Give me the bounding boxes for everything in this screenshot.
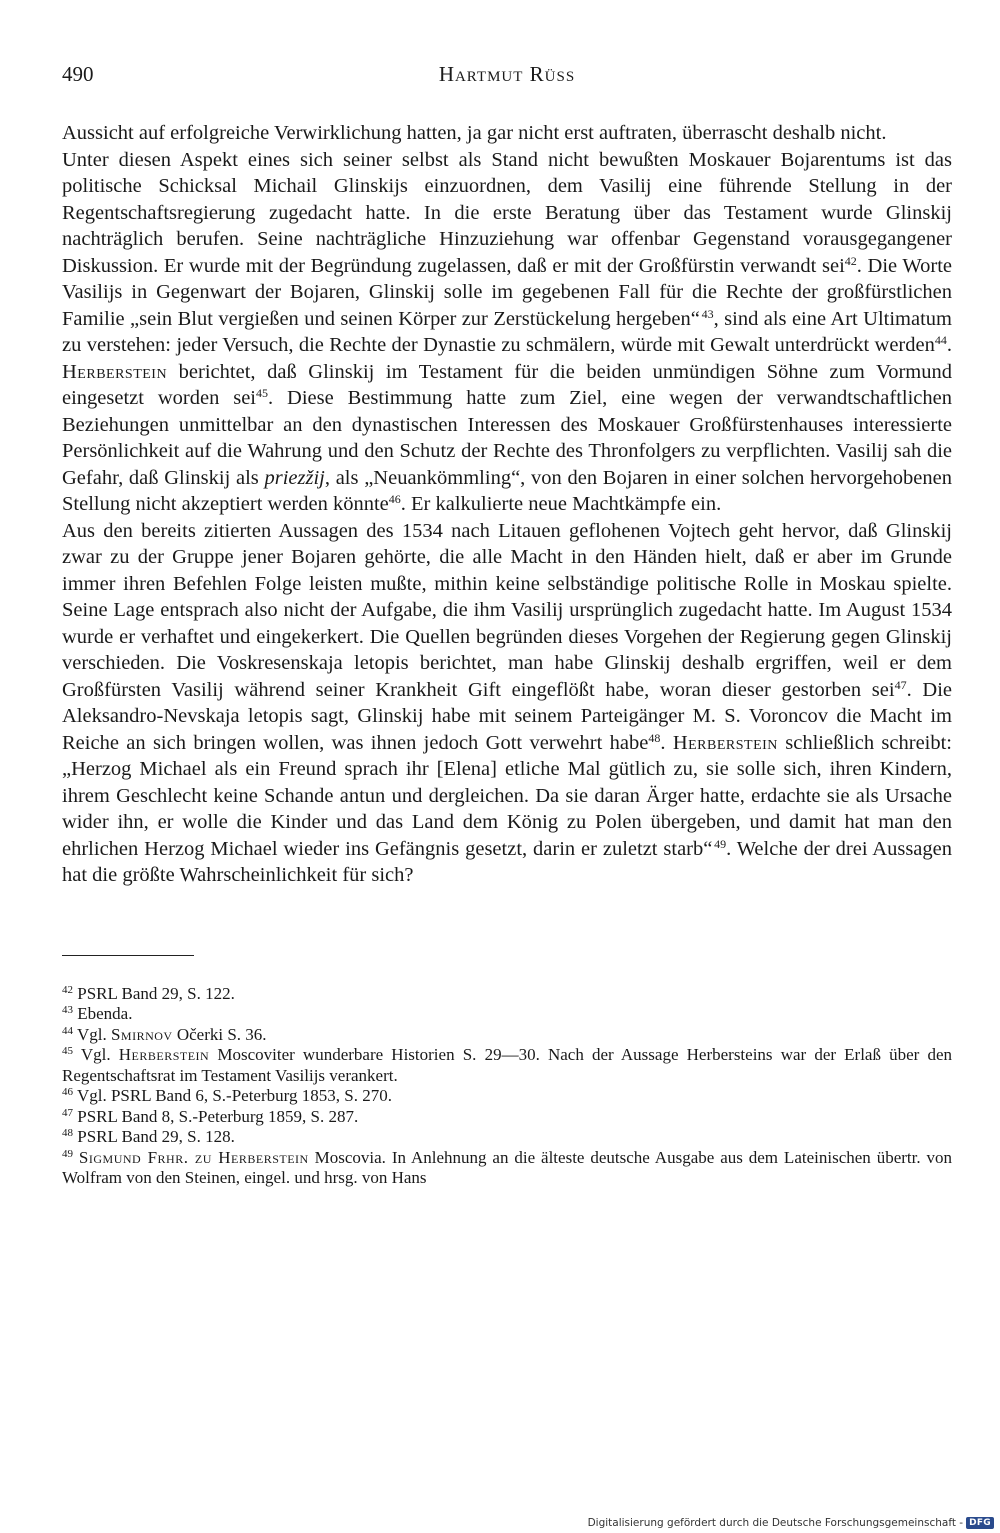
footnote-42: [62, 984, 952, 1005]
paragraph-2: [62, 147, 952, 518]
running-title: Hartmut Rüss: [438, 62, 576, 86]
footnote-text: Moscoviter wunderbare Historien S. 29—30. Nach der Aussage Herbersteins war der Erlaß über den Regentschaftsrat im Testament Vasilijs verankert.: [62, 1045, 953, 1085]
page-number: 490: [62, 62, 94, 86]
p3-text-d: schließlich schreibt: „Herzog Michael als ein Freund sprach ihr [Elena] etliche Mal gütlich zu, sie solle sich, ihren Kindern, ihrem Geschlecht keine Schande antun und dergleichen. Da sie daran Ärger hatte, erdachte sie als Ursache wider ihn, er wolle die Kinder und das Land dem König zu Polen übergeben, und damit hat man den ehrlichen Herzog Michael wieder ins Gefängnis gesetzt, darin er zuletzt starb“: [62, 731, 953, 860]
footnote-46: [62, 1086, 952, 1107]
footnote-text: Ebenda.: [77, 1004, 133, 1023]
author-herberstein: Herberstein: [62, 360, 168, 383]
footnote-prefix: Vgl.: [80, 1045, 111, 1064]
footnote-ref-47[interactable]: 47: [894, 677, 907, 692]
footnote-ref-44[interactable]: 44: [934, 333, 947, 347]
digitization-credit: [588, 1517, 994, 1529]
running-head: [62, 58, 952, 92]
author-herberstein: Herberstein: [672, 731, 778, 754]
p2-text-h: . Er kalkulierte neue Machtkämpfe ein.: [400, 493, 722, 515]
footnote-43: [62, 1004, 952, 1025]
paragraph-1: [62, 120, 952, 147]
footnote-ref-49[interactable]: 49: [714, 836, 727, 851]
paragraph-3: [62, 518, 952, 889]
footnote-ref-45[interactable]: 45: [256, 386, 268, 400]
p2-text-a: Unter diesen Aspekt eines sich seiner selbst als Stand nicht bewußten Moskauer Bojarentums ist das politische Schicksal Michail Glinskijs einzuordnen, dem Vasilij eine führende Stellung in der Regentschaftsregierung zugedacht hatte. In die erste Beratung über das Testament wurde Glinskij nachträglich berufen. Seine nachträgliche Hinzuziehung war offenbar Gegenstand vorausgegangener Diskussion. Er wurde mit der Begründung zugelassen, daß er mit der Großfürstin verwandt sei: [62, 148, 952, 277]
footnote-text: PSRL Band 29, S. 122.: [77, 983, 235, 1003]
footnote-48: [62, 1127, 952, 1148]
footnote-text: PSRL Band 29, S. 128.: [77, 1127, 235, 1146]
footnote-text: Vgl. PSRL Band 6, S.-Peterburg 1853, S. 270.: [76, 1086, 392, 1105]
footnote-author: Herberstein: [118, 1045, 210, 1064]
body-text: [62, 120, 952, 889]
footnotes: [62, 984, 952, 1189]
footnote-ref-42[interactable]: 42: [844, 253, 857, 268]
p2-text-f: . Diese Bestimmung hatte zum Ziel, eine wegen der verwandtschaftlichen Beziehungen unmittelbar an den dynastischen Interessen des Moskauer Großfürstenhauses interessierte Persönlichkeit auf die Wahrung und den Schutz der Rechte des Thronfolgers zu verpflichten. Vasilij sah die Gefahr, daß Glinskij als: [62, 387, 952, 489]
footnote-number: 46: [62, 1086, 73, 1098]
footnote-45: [62, 1045, 952, 1086]
footnote-49: [62, 1148, 952, 1189]
p2-text-c: , sind als eine Art Ultimatum zu verstehen: jeder Versuch, die Rechte der Dynastie zu schmälern, würde mit Gewalt unterdrückt werden: [62, 307, 952, 356]
credit-text: Digitalisierung gefördert durch die Deutsche Forschungsgemeinschaft -: [587, 1517, 964, 1529]
footnote-author: Smirnov: [110, 1024, 173, 1044]
p3-text-b: . Die Aleksandro-Nevskaja letopis sagt, Glinskij habe mit seinem Parteigänger M. S. Voroncov die Macht im Reiche an sich bringen wollen, was ihnen jedoch Gott verwehrt habe: [62, 678, 952, 754]
footnote-number: 48: [62, 1127, 73, 1139]
footnote-44: [62, 1025, 952, 1046]
footnote-text: Očerki S. 36.: [176, 1024, 267, 1044]
footnote-prefix: Vgl.: [76, 1024, 107, 1044]
p2-text-d: .: [946, 334, 952, 356]
p2-text-g: , als „Neuankömmling“, von den Bojaren in einer solchen hervorgehobenen Stellung nicht akzeptiert werden könnte: [62, 466, 952, 515]
footnote-divider: [62, 955, 194, 956]
p3-text-c: .: [660, 731, 666, 754]
footnote-ref-48[interactable]: 48: [648, 730, 661, 745]
footnote-number: 45: [62, 1045, 73, 1057]
document-page: [62, 58, 952, 1189]
footnote-text: PSRL Band 8, S.-Peterburg 1859, S. 287.: [77, 1106, 359, 1126]
footnote-author: Sigmund Frhr. zu Herberstein: [78, 1147, 309, 1167]
term-priezzij: priezžij: [264, 466, 325, 489]
footnote-number: 44: [62, 1024, 73, 1037]
footnote-number: 47: [62, 1106, 73, 1119]
footnote-ref-46[interactable]: 46: [388, 492, 401, 506]
dfg-logo-icon: DFG: [966, 1517, 994, 1529]
footnote-number: 49: [62, 1147, 73, 1160]
p3-text-a: Aus den bereits zitierten Aussagen des 1534 nach Litauen geflohenen Vojtech geht hervor, daß Glinskij zwar zu der Gruppe jener Bojaren gehörte, die alle Macht in den Händen hielt, daß er aber im Grunde immer ihren Befehlen Folge leisten mußte, mithin keine selbständige politische Rolle in Moskau spielte. Seine Lage entsprach also nicht der Aufgabe, die ihm Vasilij ursprünglich zugedacht hatte. Im August 1534 wurde er verhaftet und eingekerkert. Die Quellen begründen dieses Vorgehen der Regierung gegen Glinskij verschieden. Die Voskresenskaja letopis berichtet, man habe Glinskij deshalb ergriffen, weil er dem Großfürsten Vasilij während seiner Krankheit Gift eingeflößt habe, woran dieser gestorben sei: [62, 519, 952, 701]
p3-text-e: . Welche der drei Aussagen hat die größte Wahrscheinlichkeit für sich?: [62, 837, 952, 886]
p2-text-b: . Die Worte Vasilijs in Gegenwart der Bojaren, Glinskij solle im gegebenen Fall für die Rechte der großfürstlichen Familie „sein Blut vergießen und seinen Körper zur Zerstückelung hergeben“: [62, 254, 952, 330]
footnote-text: Moscovia. In Anlehnung an die älteste deutsche Ausgabe aus dem Lateinischen übertr. von Wolfram von den Steinen, eingel. und hrsg. von Hans: [62, 1147, 952, 1187]
p2-text-e: berichtet, daß Glinskij im Testament für die beiden unmündigen Söhne zum Vormund eingesetzt worden sei: [62, 360, 952, 409]
footnote-47: [62, 1107, 952, 1128]
footnote-ref-43[interactable]: 43: [701, 306, 714, 321]
paragraph-1-text: Aussicht auf erfolgreiche Verwirklichung hatten, ja gar nicht erst auftraten, überrascht deshalb nicht.: [62, 122, 887, 144]
footnote-number: 43: [62, 1004, 73, 1016]
footnote-number: 42: [62, 983, 73, 996]
